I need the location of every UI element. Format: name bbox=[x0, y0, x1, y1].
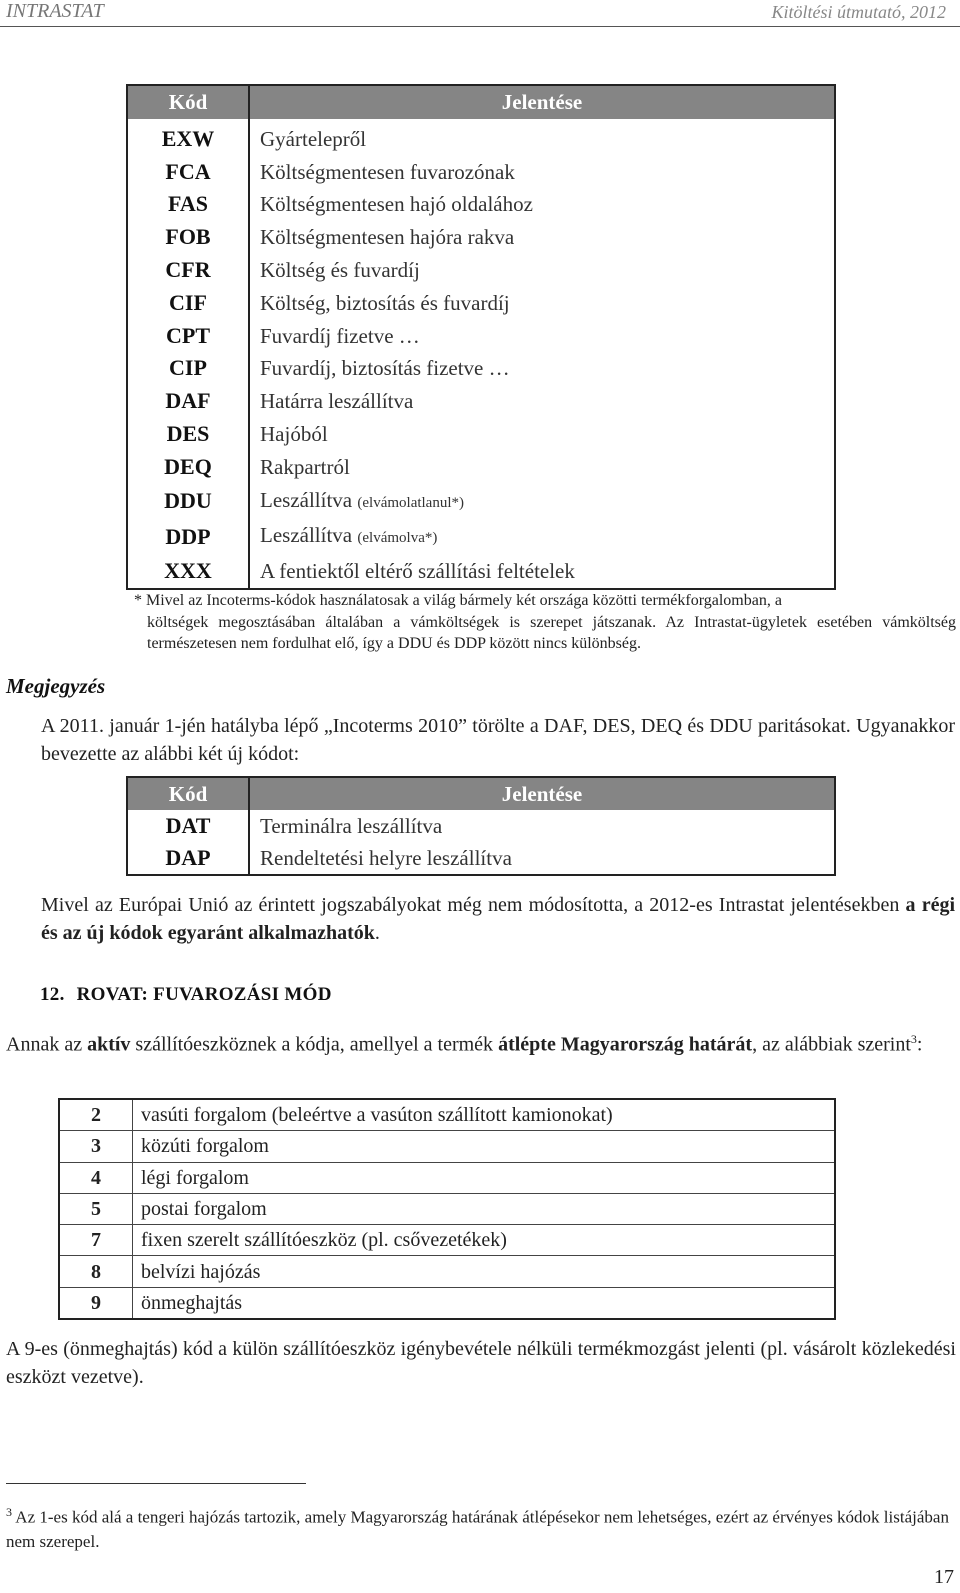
table-row bbox=[59, 1162, 835, 1193]
para3-text: : bbox=[916, 1033, 923, 1056]
table-row bbox=[127, 810, 835, 842]
para2-text: Mivel az Európai Unió az érintett jogszabályokat még nem módosította, a 2012-es Intrastat jelentésekben bbox=[41, 894, 906, 916]
incoterm-meaning-text: Leszállítva bbox=[260, 487, 353, 512]
table-row bbox=[127, 320, 835, 353]
para3-text: , az alábbiak szerint bbox=[752, 1033, 911, 1056]
incoterm-code: CPT bbox=[127, 320, 249, 353]
table-row bbox=[127, 418, 835, 451]
mode-code: 8 bbox=[59, 1256, 133, 1287]
incoterm-meaning-text: Költségmentesen hajóra rakva bbox=[260, 225, 515, 250]
new-codes-col-meaning: Jelentése bbox=[249, 777, 835, 810]
mode-label: postai forgalom bbox=[133, 1193, 836, 1224]
mode-label: fixen szerelt szállítóeszköz (pl. csővezetékek) bbox=[133, 1225, 836, 1256]
footnote-divider bbox=[6, 1483, 306, 1484]
new-codes-header-row bbox=[127, 777, 835, 810]
table-row bbox=[127, 254, 835, 287]
incoterm-meaning bbox=[249, 221, 835, 254]
incoterm-meaning bbox=[249, 418, 835, 451]
new-code: DAT bbox=[127, 810, 249, 842]
incoterm-meaning bbox=[249, 555, 835, 589]
incoterm-meaning-text: Költségmentesen fuvarozónak bbox=[260, 159, 515, 184]
table-row bbox=[59, 1193, 835, 1224]
table-row bbox=[127, 221, 835, 254]
incoterm-note: (elvámolatlanul*) bbox=[357, 494, 465, 511]
incoterm-meaning-text: Rakpartról bbox=[260, 454, 350, 479]
note-label: Megjegyzés bbox=[6, 674, 106, 698]
para3-bold: aktív bbox=[87, 1033, 131, 1056]
table-row bbox=[59, 1131, 835, 1162]
mode-code: 9 bbox=[59, 1287, 133, 1319]
incoterm-code: DDU bbox=[127, 484, 249, 520]
paragraph-transport-mode bbox=[6, 1025, 956, 1059]
header-title: INTRASTAT bbox=[6, 0, 104, 22]
note-paragraph: A 2011. január 1-jén hatályba lépő „Incoterms 2010” törölte a DAF, DES, DEQ és DDU paritásokat. Ugyanakkor bevezette az alábbi két új kódot: bbox=[41, 715, 955, 765]
section-title: ROVAT: FUVAROZÁSI MÓD bbox=[76, 984, 332, 1005]
incoterm-code: CIP bbox=[127, 352, 249, 385]
table-row bbox=[127, 842, 835, 875]
table-row bbox=[127, 451, 835, 484]
incoterm-meaning-text: A fentiektől eltérő szállítási feltételek bbox=[260, 559, 575, 584]
paragraph-self-propelled: A 9-es (önmeghajtás) kód a külön szállítóeszköz igénybevétele nélküli termékmozgást jelenti (pl. vásárolt közlekedési eszközt vezetve). bbox=[6, 1338, 956, 1388]
incoterm-code: EXW bbox=[127, 119, 249, 156]
new-code-meaning: Rendeltetési helyre leszállítva bbox=[260, 846, 512, 870]
table-row bbox=[127, 188, 835, 221]
table-row bbox=[59, 1099, 835, 1131]
transport-mode-table bbox=[58, 1098, 836, 1320]
table-row bbox=[59, 1225, 835, 1256]
section-heading bbox=[40, 984, 332, 1006]
header-subtitle: Kitöltési útmutató, 2012 bbox=[771, 2, 946, 22]
table-row bbox=[127, 352, 835, 385]
para3-text: Annak az bbox=[6, 1033, 88, 1056]
incoterm-meaning-text: Költség és fuvardíj bbox=[260, 257, 420, 282]
incoterm-meaning bbox=[249, 385, 835, 418]
mode-code: 4 bbox=[59, 1162, 133, 1193]
incoterm-meaning-text: Hajóból bbox=[260, 421, 328, 446]
table-row bbox=[127, 119, 835, 156]
footnote-text: Az 1-es kód alá a tengeri hajózás tartozik, amely Magyarország határának átlépésekor nem lehetséges, ezért az érvényes kódok listájában nem szerepel. bbox=[6, 1507, 949, 1551]
table-row bbox=[127, 519, 835, 555]
incoterm-meaning-text: Fuvardíj fizetve … bbox=[260, 323, 420, 348]
incoterm-code: CFR bbox=[127, 254, 249, 287]
para2-end: . bbox=[374, 922, 380, 944]
table-row bbox=[59, 1287, 835, 1319]
incoterm-code: DEQ bbox=[127, 451, 249, 484]
incoterm-meaning bbox=[249, 287, 835, 320]
incoterm-meaning-text: Gyártelepről bbox=[260, 126, 367, 151]
mode-code: 2 bbox=[59, 1099, 133, 1131]
incoterm-meaning bbox=[249, 352, 835, 385]
mode-label: vasúti forgalom (beleértve a vasúton szállított kamionokat) bbox=[133, 1099, 836, 1131]
footnote-star-line1: * Mivel az Incoterms-kódok használatosak a világ bármely két országa közötti termékforgalomban, a bbox=[134, 592, 782, 609]
table-row bbox=[127, 156, 835, 189]
incoterms-header-row bbox=[127, 85, 835, 119]
mode-label: közúti forgalom bbox=[133, 1131, 836, 1162]
footnote-mark: 3 bbox=[6, 1505, 12, 1519]
incoterms-col-code: Kód bbox=[127, 85, 249, 119]
incoterm-note: (elvámolva*) bbox=[357, 530, 438, 547]
incoterm-meaning bbox=[249, 451, 835, 484]
footnote-ref: 3 bbox=[910, 1032, 917, 1046]
incoterm-meaning-text: Költségmentesen hajó oldalához bbox=[260, 192, 533, 217]
table-row bbox=[127, 555, 835, 589]
table-row bbox=[127, 385, 835, 418]
para3-text: szállítóeszköznek a kódja, amellyel a termék bbox=[130, 1033, 499, 1056]
incoterm-code: DDP bbox=[127, 519, 249, 555]
incoterm-meaning bbox=[249, 484, 835, 520]
incoterm-code: XXX bbox=[127, 555, 249, 589]
incoterms-footnote bbox=[134, 590, 956, 655]
incoterm-code: CIF bbox=[127, 287, 249, 320]
incoterm-code: DES bbox=[127, 418, 249, 451]
incoterm-meaning-text: Leszállítva bbox=[260, 523, 353, 548]
section-number: 12. bbox=[40, 984, 65, 1005]
incoterm-meaning bbox=[249, 519, 835, 555]
table-row bbox=[127, 484, 835, 520]
table-row bbox=[127, 287, 835, 320]
footnote-star-rest: költségek megosztásában általában a vámköltségek is szerepet játszanak. Az Intrastat-ügyletek esetében vámköltség természetesen nem fordulhat elő, így a DDU és DDP között nincs különbség. bbox=[147, 613, 956, 652]
paragraph-applicability bbox=[41, 891, 955, 947]
table-row bbox=[59, 1256, 835, 1287]
page-number: 17 bbox=[934, 1566, 954, 1588]
footnote-3 bbox=[6, 1500, 956, 1554]
mode-label: önmeghajtás bbox=[133, 1287, 836, 1319]
mode-code: 3 bbox=[59, 1131, 133, 1162]
incoterm-meaning bbox=[249, 320, 835, 353]
para3-bold: átlépte Magyarország határát bbox=[498, 1033, 753, 1056]
new-codes-col-code: Kód bbox=[127, 777, 249, 810]
para2-bold: a régi és az új kódok egyaránt alkalmazhatók bbox=[41, 894, 956, 944]
incoterm-meaning-text: Határra leszállítva bbox=[260, 389, 414, 414]
incoterm-meaning bbox=[249, 188, 835, 221]
mode-code: 7 bbox=[59, 1225, 133, 1256]
incoterm-meaning bbox=[249, 254, 835, 287]
incoterm-meaning-text: Fuvardíj, biztosítás fizetve … bbox=[260, 356, 510, 381]
incoterm-meaning bbox=[249, 119, 835, 156]
mode-code: 5 bbox=[59, 1193, 133, 1224]
incoterms-col-meaning: Jelentése bbox=[249, 85, 835, 119]
mode-label: légi forgalom bbox=[133, 1162, 836, 1193]
mode-label: belvízi hajózás bbox=[133, 1256, 836, 1287]
incoterm-code: FCA bbox=[127, 156, 249, 189]
incoterms-table bbox=[126, 84, 836, 590]
new-code: DAP bbox=[127, 842, 249, 875]
new-codes-table bbox=[126, 776, 836, 876]
incoterm-meaning bbox=[249, 156, 835, 189]
new-code-meaning: Terminálra leszállítva bbox=[260, 814, 443, 838]
incoterm-meaning-text: Költség, biztosítás és fuvardíj bbox=[260, 290, 510, 315]
incoterm-code: FAS bbox=[127, 188, 249, 221]
incoterm-code: FOB bbox=[127, 221, 249, 254]
page-header bbox=[0, 0, 960, 27]
incoterm-code: DAF bbox=[127, 385, 249, 418]
